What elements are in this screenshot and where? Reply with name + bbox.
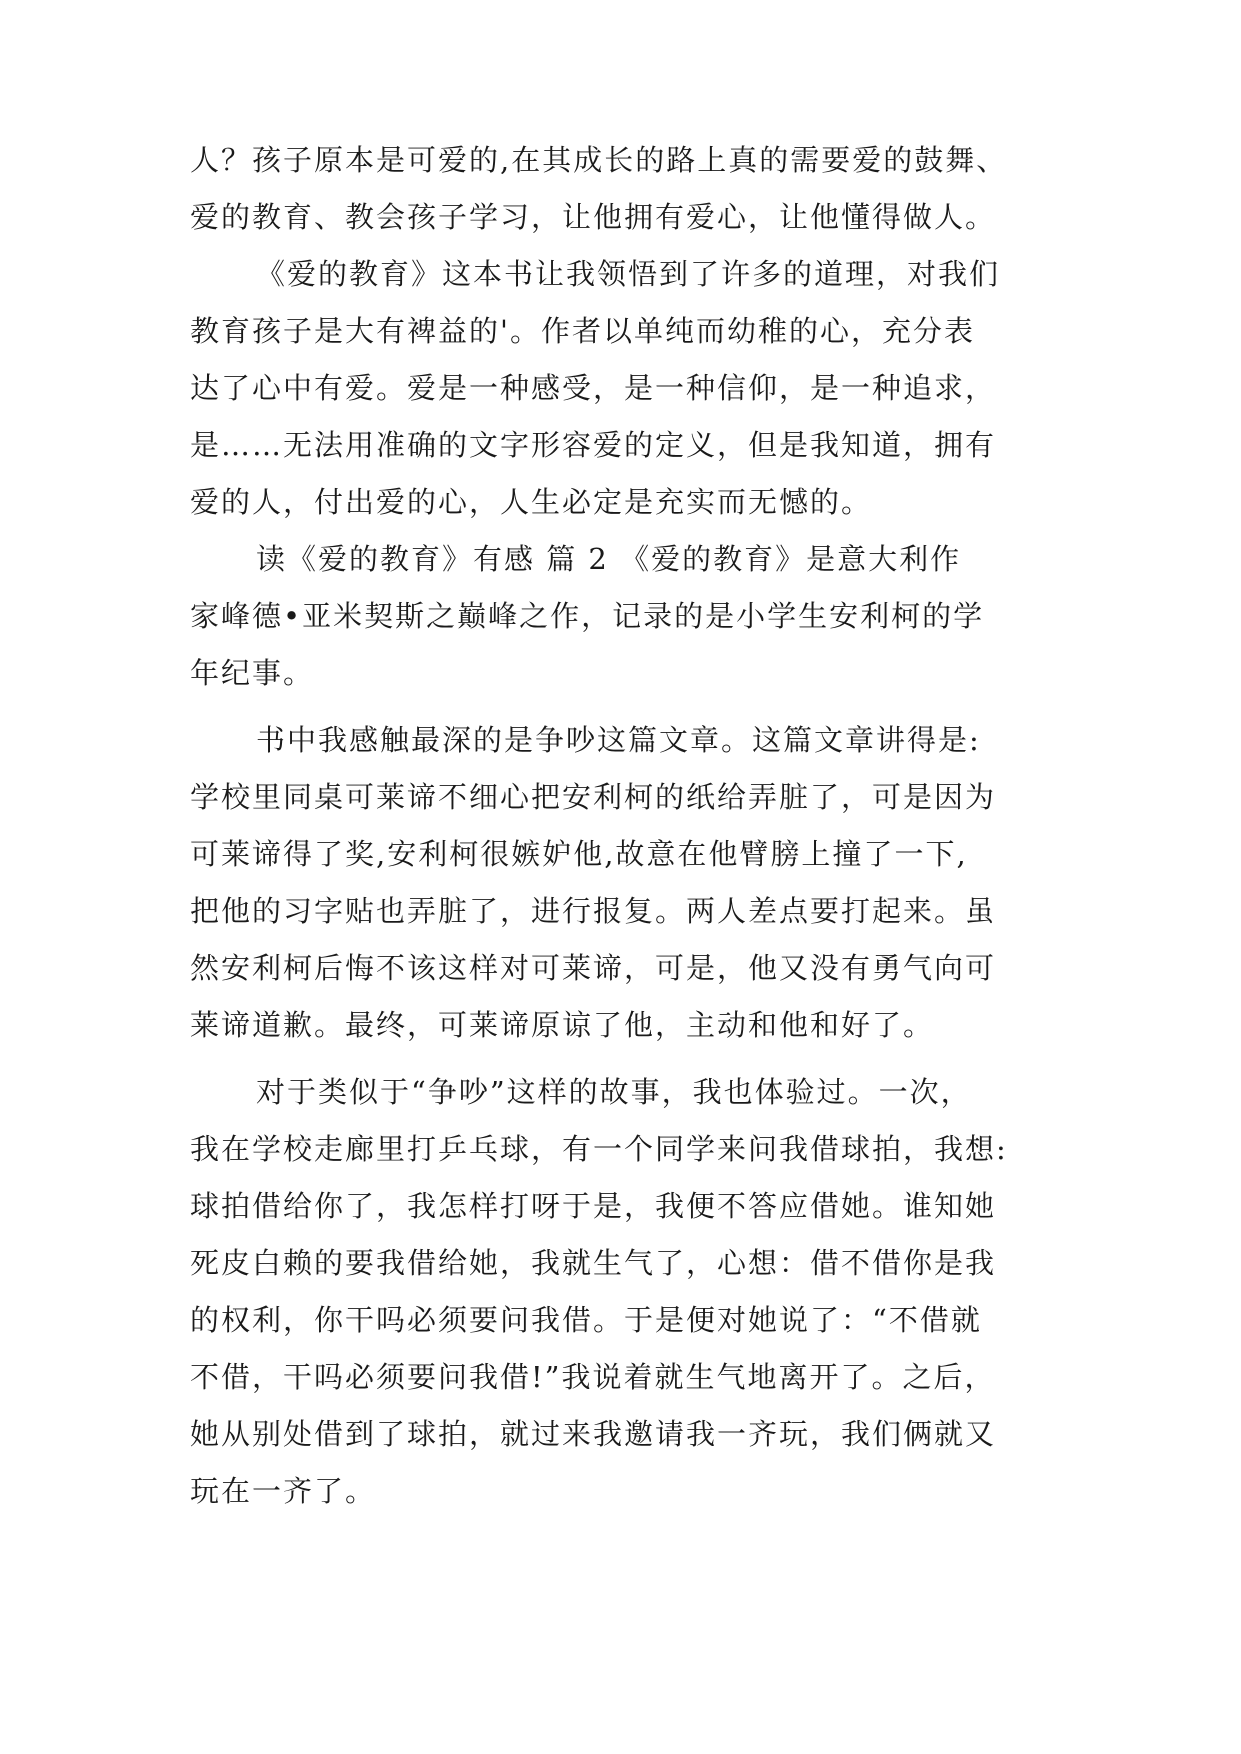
text-line: 《爱的教育》这本书让我领悟到了许多的道理，对我们 xyxy=(256,257,1001,291)
text-line: 然安利柯后悔不该这样对可莱谛，可是，他又没有勇气向可 xyxy=(190,951,997,985)
text-line: 球拍借给你了，我怎样打呀于是，我便不答应借她。谁知她 xyxy=(190,1189,997,1223)
text-line: 学校里同桌可莱谛不细心把安利柯的纸给弄脏了，可是因为 xyxy=(190,780,997,814)
text-line: 死皮白赖的要我借给她，我就生气了，心想：借不借你是我 xyxy=(190,1246,997,1280)
text-line: 书中我感触最深的是争吵这篇文章。这篇文章讲得是: xyxy=(256,723,981,757)
text-line: 教育孩子是大有裨益的'。作者以单纯而幼稚的心，充分表 xyxy=(190,314,975,348)
text-line: 爱的人，付出爱的心，人生必定是充实而无憾的。 xyxy=(190,485,873,519)
text-line: 把他的习字贴也弄脏了，进行报复。两人差点要打起来。虽 xyxy=(190,894,997,928)
text-line: 我在学校走廊里打乒乓球，有一个同学来问我借球拍，我想: xyxy=(190,1132,1008,1166)
text-line: 家峰德•亚米契斯之巅峰之作，记录的是小学生安利柯的学 xyxy=(190,599,985,633)
text-line: 读《爱的教育》有感 篇 2 《爱的教育》是意大利作 xyxy=(256,542,962,576)
text-line: 年纪事。 xyxy=(190,656,315,690)
text-line: 玩在一齐了。 xyxy=(190,1474,377,1508)
text-line: 可莱谛得了奖,安利柯很嫉妒他,故意在他臂膀上撞了一下, xyxy=(190,837,968,871)
text-line: 达了心中有爱。爱是一种感受，是一种信仰，是一种追求， xyxy=(190,371,997,405)
text-line: 的权利，你干吗必须要问我借。于是便对她说了：“不借就 xyxy=(190,1303,982,1337)
text-line: 爱的教育、教会孩子学习，让他拥有爱心，让他懂得做人。 xyxy=(190,200,997,234)
text-line: 莱谛道歉。最终，可莱谛原谅了他，主动和他和好了。 xyxy=(190,1008,935,1042)
text-line: 对于类似于“争吵”这样的故事，我也体验过。一次， xyxy=(256,1075,972,1109)
text-line: 不借，干吗必须要问我借!”我说着就生气地离开了。之后， xyxy=(190,1360,996,1394)
text-line: 她从别处借到了球拍，就过来我邀请我一齐玩，我们俩就又 xyxy=(190,1417,997,1451)
text-line: 人？孩子原本是可爱的,在其成长的路上真的需要爱的鼓舞、 xyxy=(190,143,1008,177)
text-line: 是……无法用准确的文字形容爱的定义，但是我知道，拥有 xyxy=(190,428,997,462)
